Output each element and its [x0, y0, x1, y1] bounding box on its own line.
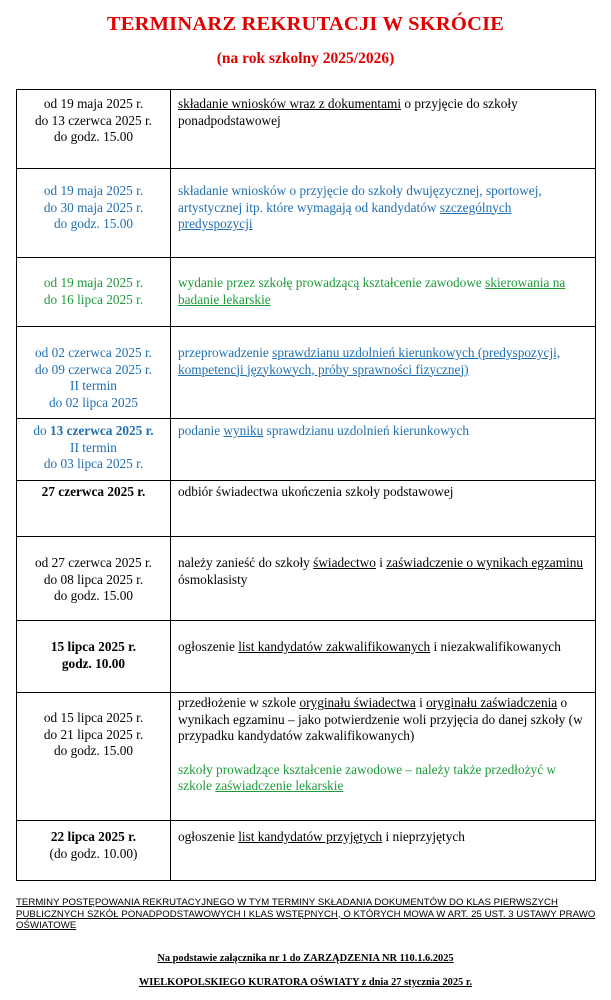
table-row	[17, 419, 596, 481]
table-row	[17, 693, 596, 821]
source-reference: Na podstawie załącznika nr 1 do ZARZĄDZENIA NR 110.1.6.2025	[157, 953, 454, 964]
table-row	[17, 327, 596, 419]
date-cell: do 13 czerwca 2025 r. II termin do 03 lipca 2025 r.	[17, 419, 171, 481]
source-authority: WIELKOPOLSKIEGO KURATORA OŚWIATY z dnia 27 stycznia 2025 r.	[138, 977, 473, 988]
date-cell: od 19 maja 2025 r. do 30 maja 2025 r. do godz. 15.00	[17, 169, 171, 258]
date-cell: od 15 lipca 2025 r. do 21 lipca 2025 r. do godz. 15.00	[17, 693, 171, 821]
page-title: TERMINARZ REKRUTACJI W SKRÓCIE	[106, 13, 505, 35]
action-cell: ogłoszenie list kandydatów przyjętych i nieprzyjętych	[171, 821, 596, 881]
action-cell: podanie wyniku sprawdzianu uzdolnień kierunkowych	[171, 419, 596, 481]
action-cell: ogłoszenie list kandydatów zakwalifikowanych i niezakwalifikowanych	[171, 621, 596, 693]
date-cell: od 02 czerwca 2025 r. do 09 czerwca 2025 r. II termin do 02 lipca 2025	[17, 327, 171, 419]
action-cell: przeprowadzenie sprawdzianu uzdolnień kierunkowych (predyspozycji, kompetencji językowych, próby sprawności fizycznej)	[171, 327, 596, 419]
date-cell: 22 lipca 2025 r. (do godz. 10.00)	[17, 821, 171, 881]
action-cell: przedłożenie w szkole oryginału świadectwa i oryginału zaświadczenia o wynikach egzaminu – jako potwierdzenie woli przyjęcia do danej szkoły (w przypadku kandydatów zakwalifikowanych) szkoły prowadzące kształcenie zawodowe – należy także przedłożyć w szkole zaświadczenie lekarskie	[171, 693, 596, 821]
date-cell: 15 lipca 2025 r. godz. 10.00	[17, 621, 171, 693]
action-cell: wydanie przez szkołę prowadzącą kształcenie zawodowe skierowania na badanie lekarskie	[171, 258, 596, 327]
table-row	[17, 537, 596, 621]
date-cell: 27 czerwca 2025 r.	[17, 481, 171, 537]
table-row	[17, 481, 596, 537]
page-subtitle: (na rok szkolny 2025/2026)	[216, 50, 395, 67]
table-row	[17, 821, 596, 881]
schedule-table	[16, 89, 596, 881]
table-row	[17, 90, 596, 169]
action-cell: należy zanieść do szkoły świadectwo i zaświadczenie o wynikach egzaminu ósmoklasisty	[171, 537, 596, 621]
table-row	[17, 621, 596, 693]
action-cell: odbiór świadectwa ukończenia szkoły podstawowej	[171, 481, 596, 537]
date-cell: od 19 maja 2025 r. do 16 lipca 2025 r.	[17, 258, 171, 327]
legal-note: TERMINY POSTĘPOWANIA REKRUTACYJNEGO W TYM TERMINY SKŁADANIA DOKUMENTÓW DO KLAS PIERWSZYCH PUBLICZNYCH SZKÓŁ PONADPODSTAWOWYCH I KLAS WSTĘPNYCH, O KTÓRYCH MOWA W ART. 25 UST. 3 USTAWY PRAWO OŚWIATOWE	[16, 897, 596, 931]
table-row	[17, 169, 596, 258]
date-cell: od 27 czerwca 2025 r. do 08 lipca 2025 r. do godz. 15.00	[17, 537, 171, 621]
action-cell: składanie wniosków wraz z dokumentami o przyjęcie do szkoły ponadpodstawowej	[171, 90, 596, 169]
table-row	[17, 258, 596, 327]
date-cell: od 19 maja 2025 r. do 13 czerwca 2025 r. do godz. 15.00	[17, 90, 171, 169]
action-cell: składanie wniosków o przyjęcie do szkoły dwujęzycznej, sportowej, artystycznej itp. które wymagają od kandydatów szczególnych predyspozycji	[171, 169, 596, 258]
